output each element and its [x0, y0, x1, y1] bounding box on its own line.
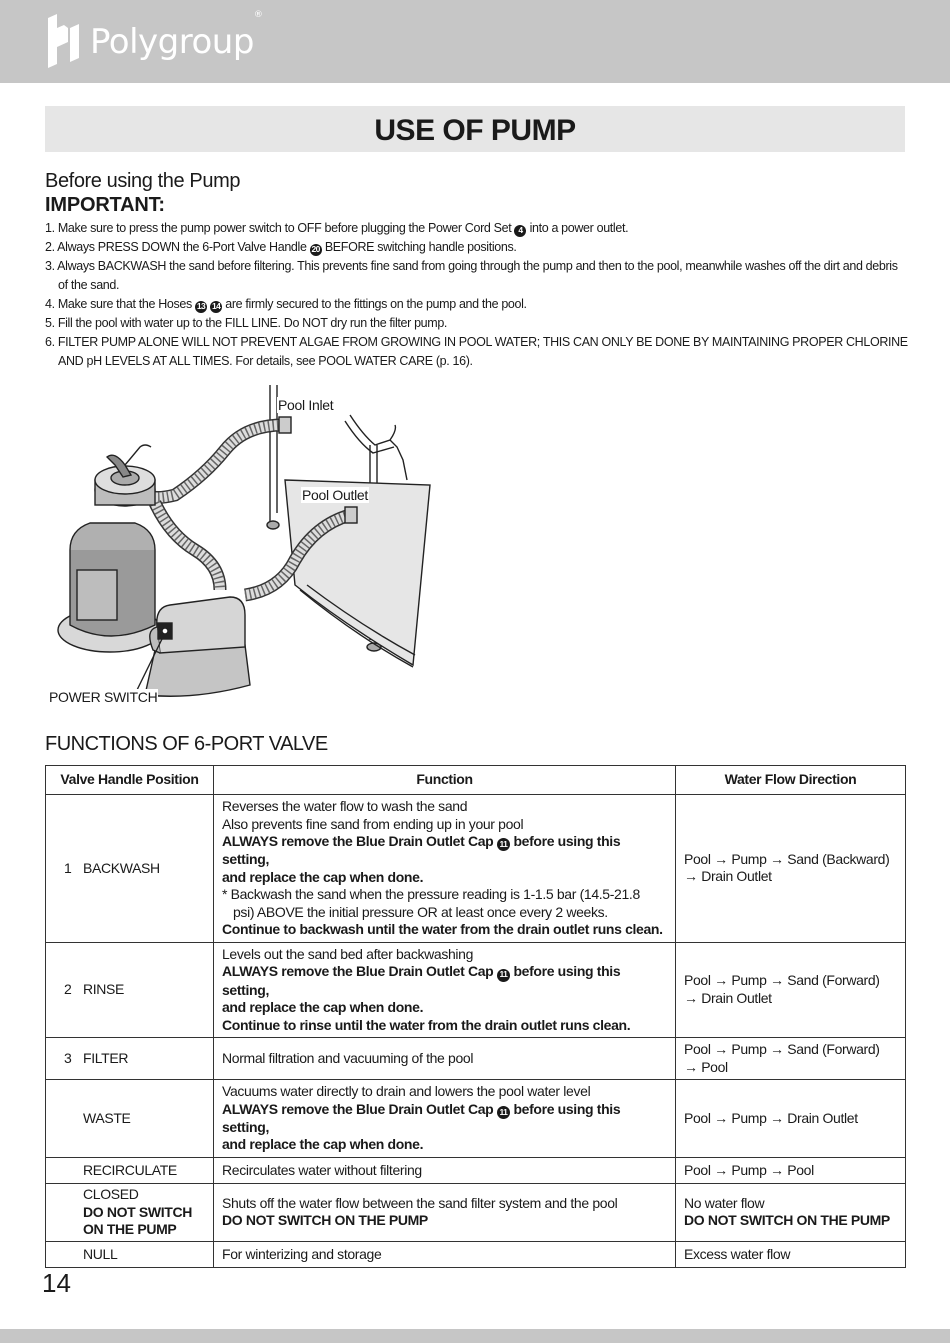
function-cell: Recirculates water without filtering: [214, 1157, 676, 1183]
flow-cell: Pool → Pump → Sand (Forward) → Pool: [676, 1038, 906, 1080]
instruction-5: 5. Fill the pool with water up to the FILL LINE. Do NOT dry run the filter pump.: [45, 316, 448, 330]
instruction-4: 4. Make sure that the Hoses 13 14 are firmly secured to the fittings on the pump and the pool.: [45, 297, 527, 311]
valve-functions-table: [45, 765, 906, 1268]
brand-logo: [44, 10, 263, 70]
position-cell: 2 RINSE: [46, 942, 214, 1037]
function-cell: Reverses the water flow to wash the sand Also prevents fine sand from ending up in your pool ALWAYS remove the Blue Drain Outlet Cap 11 before using this setting, and replace the cap when done. * Backwash the sand when the pressure reading is 1-1.5 bar (14.5-21.8 psi) ABOVE the initial pressure OR at least once every 2 weeks. Continue to backwash until the water from the drain outlet runs clean.: [214, 795, 676, 943]
position-cell: 1 BACKWASH: [46, 795, 214, 943]
part-number-badge: 4: [514, 225, 526, 237]
functions-heading: FUNCTIONS OF 6-PORT VALVE: [45, 733, 328, 755]
instruction-6: 6. FILTER PUMP ALONE WILL NOT PREVENT ALGAE FROM GROWING IN POOL WATER; THIS CAN ONLY BE DONE BY MAINTAINING PROPER CHLORINE: [45, 335, 908, 349]
part-number-badge: 11: [497, 1106, 510, 1119]
instruction-6-cont: AND pH LEVELS AT ALL TIMES. For details, see POOL WATER CARE (p. 16).: [58, 354, 473, 368]
pump-diagram: [45, 385, 445, 710]
flow-cell: Excess water flow: [676, 1241, 906, 1267]
flow-cell: Pool → Pump → Sand (Backward) → Drain Outlet: [676, 795, 906, 943]
function-cell: For winterizing and storage: [214, 1241, 676, 1267]
instruction-2: 2. Always PRESS DOWN the 6-Port Valve Handle 20 BEFORE switching handle positions.: [45, 240, 517, 254]
important-heading: IMPORTANT:: [45, 194, 165, 216]
flow-cell: Pool → Pump → Sand (Forward) → Drain Outlet: [676, 942, 906, 1037]
table-row-null: [46, 1241, 906, 1267]
before-using-heading: Before using the Pump: [45, 170, 241, 192]
table-row-filter: [46, 1038, 906, 1080]
table-row-waste: [46, 1080, 906, 1158]
page-title: USE OF PUMP: [374, 114, 576, 147]
column-header-function: Function: [214, 766, 676, 795]
instruction-1: 1. Make sure to press the pump power switch to OFF before plugging the Power Cord Set 4 into a power outlet.: [45, 221, 629, 235]
column-header-position: Valve Handle Position: [46, 766, 214, 795]
footer-bar: [0, 1329, 950, 1343]
instruction-3-cont: of the sand.: [58, 278, 120, 292]
position-cell: 3 FILTER: [46, 1038, 214, 1080]
pool-inlet-label: Pool Inlet: [278, 397, 334, 413]
flow-cell: Pool → Pump → Pool: [676, 1157, 906, 1183]
flow-cell: Pool → Pump → Drain Outlet: [676, 1080, 906, 1158]
flow-cell: No water flow DO NOT SWITCH ON THE PUMP: [676, 1183, 906, 1241]
part-number-badge: 11: [497, 969, 510, 982]
position-cell: WASTE: [46, 1080, 214, 1158]
page-number: 14: [42, 1268, 71, 1298]
function-cell: Vacuums water directly to drain and lowers the pool water level ALWAYS remove the Blue Drain Outlet Cap 11 before using this setting, and replace the cap when done.: [214, 1080, 676, 1158]
part-number-badge: 11: [497, 838, 510, 851]
table-row-backwash: [46, 795, 906, 943]
power-switch-label: POWER SWITCH: [49, 689, 158, 705]
function-cell: Normal filtration and vacuuming of the pool: [214, 1038, 676, 1080]
instruction-3: 3. Always BACKWASH the sand before filtering. This prevents fine sand from going through the pump and then to the pool, meanwhile washes off the dirt and debris: [45, 259, 898, 273]
instruction-list: [45, 219, 910, 371]
pool-outlet-label: Pool Outlet: [302, 487, 368, 503]
part-number-badge: 14: [212, 301, 221, 311]
polygroup-logo-icon: [44, 14, 82, 70]
column-header-flow: Water Flow Direction: [676, 766, 906, 795]
table-row-recirculate: [46, 1157, 906, 1183]
part-number-badge: 13: [196, 301, 206, 311]
position-cell: CLOSED DO NOT SWITCH ON THE PUMP: [46, 1183, 214, 1241]
table-row-closed: [46, 1183, 906, 1241]
pump-illustration: [45, 385, 445, 710]
part-number-badge: 20: [311, 244, 320, 254]
function-cell: Levels out the sand bed after backwashing ALWAYS remove the Blue Drain Outlet Cap 11 before using this setting, and replace the cap when done. Continue to rinse until the water from the drain outlet runs clean.: [214, 942, 676, 1037]
page-title-bar: [45, 106, 905, 152]
position-cell: NULL: [46, 1241, 214, 1267]
table-header-row: [46, 766, 906, 795]
header-bar: [0, 0, 950, 83]
position-cell: RECIRCULATE: [46, 1157, 214, 1183]
function-cell: Shuts off the water flow between the sand filter system and the pool DO NOT SWITCH ON THE PUMP: [214, 1183, 676, 1241]
brand-name: Polygroup®: [90, 10, 263, 62]
table-row-rinse: [46, 942, 906, 1037]
